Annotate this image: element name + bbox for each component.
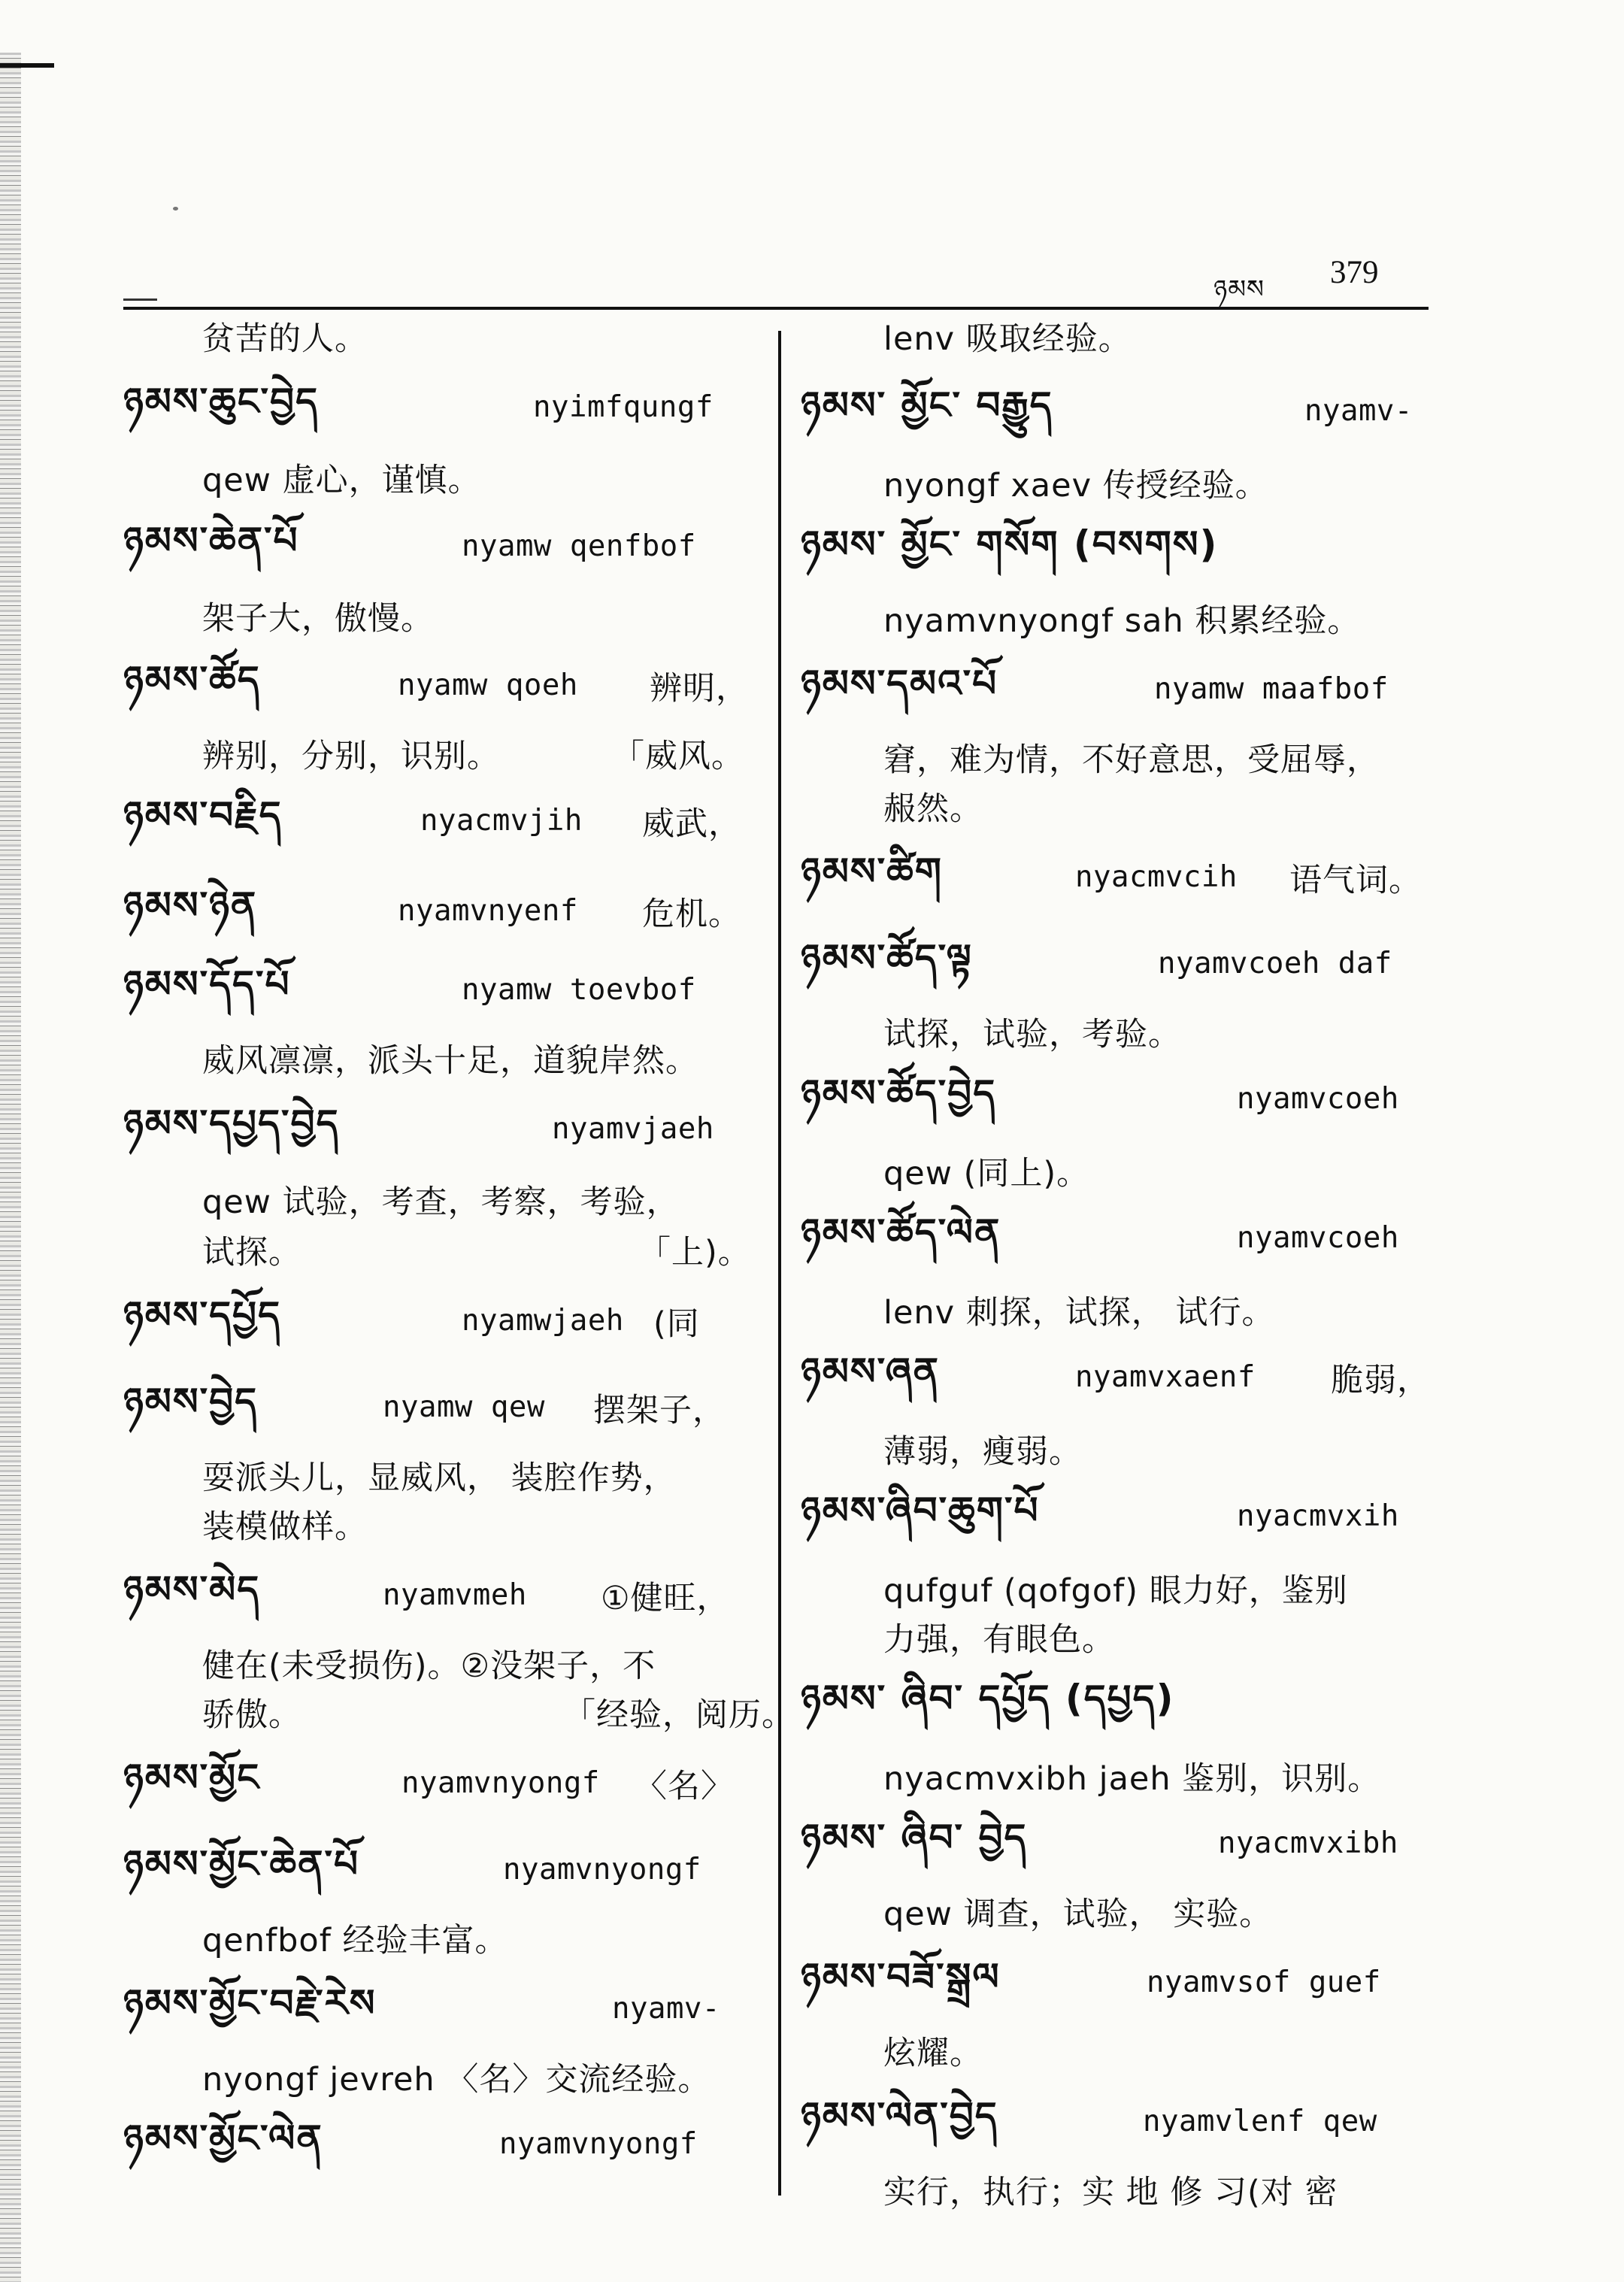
entry-romanization: nyamw qenfbof (462, 529, 696, 563)
entry-term: ཉམས་ མྱོང་ གསོག (བསགས) (801, 523, 1219, 566)
entry-term: ཉམས་བྱེད (123, 1380, 259, 1423)
entry-gloss: 辨明， (650, 670, 749, 708)
entry-romanization: nyamwjaeh (462, 1304, 624, 1338)
entry-romanization: nyimfqungf (533, 390, 714, 424)
entry-romanization: nyamvnyongf (401, 1766, 600, 1800)
entry-term: ཉམས་ཉེན (123, 883, 258, 927)
continuation-text: 试探。 (202, 1234, 301, 1271)
continuation-text: 装模做样。 (202, 1508, 368, 1546)
entry-romanization: nyamw maafbof (1154, 672, 1389, 706)
entry-term: ཉམས་དཔྱོད (123, 1293, 282, 1337)
entry-gloss: (同 (653, 1305, 700, 1343)
entry-term: ཉམས་ཚིག (801, 850, 943, 893)
continuation-text: 试探，试验，考验。 (883, 1016, 1181, 1053)
entry-term: ཉམས་ མྱོང་ བརྒྱུད (801, 383, 1053, 427)
continuation-right-text: 「上)。 (638, 1234, 751, 1271)
entry-romanization: nyamvxaenf (1075, 1360, 1256, 1394)
entry-gloss: 脆弱， (1331, 1362, 1430, 1399)
continuation-text: qew 虚心，谨慎。 (202, 462, 481, 499)
book-binding-edge (0, 53, 21, 2282)
entry-term: ཉམས་མྱོང (123, 1756, 261, 1799)
entry-romanization: nyamvsof guef (1147, 1965, 1381, 1999)
entry-romanization: nyamvcoeh daf (1158, 947, 1392, 980)
continuation-text: lenv 吸取经验。 (883, 320, 1132, 358)
continuation-text: 骄傲。 (202, 1696, 301, 1734)
entry-term: ཉམས་ཆུང་བྱེད (123, 380, 320, 423)
column-divider (778, 331, 781, 2196)
entry-gloss: 〈名〉 (635, 1768, 734, 1805)
entry-romanization: nyamw qoeh (398, 668, 578, 702)
continuation-text: qew 试验，考查，考察，考验， (202, 1183, 680, 1221)
continuation-text: 炫耀。 (883, 2035, 983, 2072)
continuation-text: qufguf (qofgof) 眼力好，鉴别 (883, 1572, 1348, 1610)
entry-term: ཉམས་ཚོད (123, 658, 261, 702)
entry-romanization: nyamvnyenf (398, 894, 578, 928)
entry-term: ཉམས་ཞན (801, 1350, 940, 1393)
continuation-right-text: 「经验，阅历。 (563, 1696, 795, 1734)
entry-romanization: nyamvnyongf (503, 1853, 701, 1887)
continuation-text: 实行，执行；实 地 修 习(对 密 (883, 2174, 1338, 2211)
continuation-text: 辨别，分别，识别。 (202, 738, 500, 775)
entry-term: ཉམས་དོད་པོ (123, 962, 291, 1006)
entry-romanization: nyamvmeh (383, 1578, 527, 1612)
entry-term: ཉམས་ཞིབ་ཆུག་པོ (801, 1489, 1040, 1532)
header-title: ཉམས (1213, 274, 1265, 305)
entry-term: ཉམས་དམའ་པོ (801, 662, 998, 705)
entry-term: ཉམས་བཟོ་སྒྲལ (801, 1955, 1001, 1999)
entry-term: ཉམས་དཔྱད་བྱེད (123, 1102, 340, 1145)
entry-gloss: 语气词。 (1289, 862, 1422, 899)
left-line (202, 731, 762, 792)
continuation-text: 薄弱，瘦弱。 (883, 1433, 1082, 1471)
entry-romanization: nyamw qew (383, 1390, 545, 1424)
header-short-rule (123, 299, 157, 301)
continuation-text: 贫苦的人。 (202, 320, 368, 358)
entry-romanization: nyacmvxibh (1218, 1826, 1398, 1860)
header-rule (123, 307, 1429, 310)
entry-term: ཉམས་ ཞིབ་ དཔྱོད (དཔྱད) (801, 1677, 1175, 1720)
continuation-text: qew (同上)。 (883, 1155, 1090, 1193)
entry-romanization: nyamvcoeh (1237, 1082, 1399, 1116)
continuation-text: nyongf jevreh 〈名〉交流经验。 (202, 2061, 711, 2099)
entry-term: ཉམས་ཆེན་པོ (123, 519, 299, 562)
entry-gloss: ①健旺， (601, 1580, 730, 1617)
continuation-text: 赧然。 (883, 790, 983, 828)
entry-romanization: nyacmvjih (420, 804, 583, 838)
entry-romanization: nyacmvcih (1075, 860, 1238, 894)
entry-term: ཉམས་མྱོང་བརྗེ་རེས (123, 1981, 377, 2025)
entry-romanization: nyamv- (612, 1992, 720, 2026)
entry-gloss: 威武， (642, 805, 741, 843)
binding-mark (0, 63, 54, 68)
entry-term: ཉམས་མྱོང་ལེན (123, 2117, 323, 2160)
continuation-text: 力强，有眼色。 (883, 1621, 1115, 1659)
entry-term: ཉམས་ཚོད་བྱེད (801, 1071, 997, 1115)
entry-term: ཉམས་ལེན་བྱེད (801, 2094, 998, 2138)
continuation-text: 架子大，傲慢。 (202, 600, 434, 638)
entry-term: ཉམས་ ཞིབ་ བྱེད (801, 1816, 1028, 1859)
page-header (123, 254, 1429, 314)
continuation-text: nyongf xaev 传授经验。 (883, 467, 1268, 505)
entry-romanization: nyamw toevbof (462, 973, 696, 1007)
continuation-right-text: 「威风。 (612, 738, 744, 775)
left-line (202, 1227, 762, 1289)
entry-term: ཉམས་ཚོད་ལེན (801, 1211, 1001, 1254)
entry-romanization: nyamv- (1304, 394, 1413, 428)
continuation-text: qenfbof 经验丰富。 (202, 1922, 508, 1959)
entry-term: ཉམས་མེད (123, 1568, 261, 1611)
continuation-text: nyacmvxibh jaeh 鉴别，识别。 (883, 1760, 1381, 1798)
entry-romanization: nyamvnyongf (499, 2127, 698, 2161)
page-number: 379 (1330, 255, 1379, 290)
continuation-text: qew 调查，试验， 实验。 (883, 1896, 1273, 1933)
left-line (202, 1690, 795, 1751)
continuation-text: 窘，难为情，不好意思，受屈辱， (883, 741, 1380, 779)
continuation-text: nyamvnyongf sah 积累经验。 (883, 602, 1361, 640)
entry-term: ཉམས་ཚོད་ལྟ (801, 936, 973, 980)
entry-romanization: nyamvlenf qew (1143, 2105, 1377, 2138)
continuation-text: 威风凛凛，派头十足，道貌岸然。 (202, 1042, 698, 1080)
entry-romanization: nyamvcoeh (1237, 1221, 1399, 1255)
continuation-text: lenv 刺探，试探， 试行。 (883, 1294, 1275, 1332)
entry-romanization: nyacmvxih (1237, 1499, 1399, 1533)
continuation-text: 耍派头儿，显威风， 装腔作势， (202, 1459, 677, 1497)
entry-gloss: 摆架子， (593, 1392, 726, 1429)
entry-term: ཉམས་བརྗིད (123, 793, 283, 837)
paper-speck (173, 207, 178, 211)
continuation-text: 健在(未受损伤)。②没架子，不 (202, 1647, 656, 1685)
entry-gloss: 危机。 (642, 896, 741, 933)
entry-romanization: nyamvjaeh (552, 1112, 714, 1146)
entry-term: ཉམས་མྱོང་ཆེན་པོ (123, 1842, 360, 1886)
